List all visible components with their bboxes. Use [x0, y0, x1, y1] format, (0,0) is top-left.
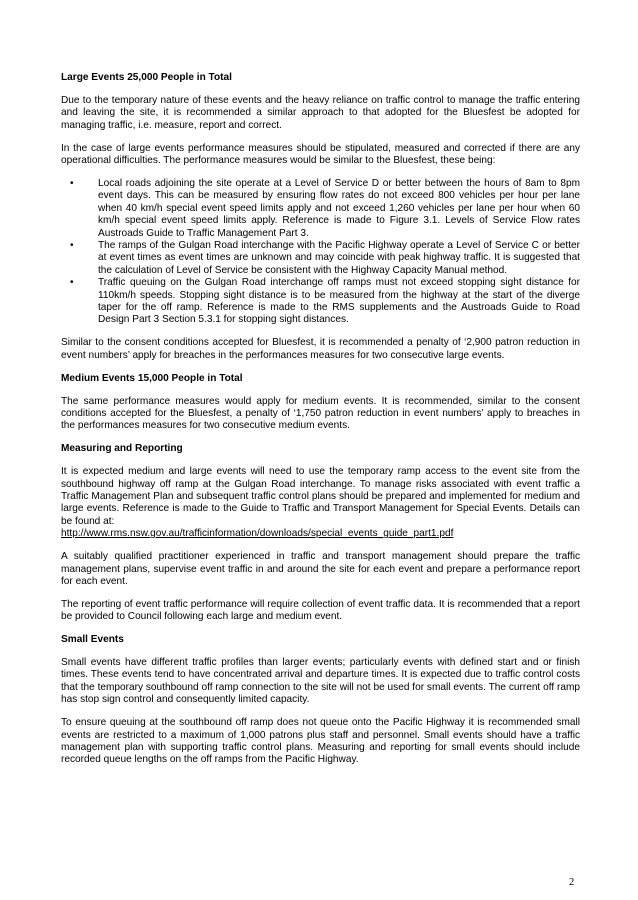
- medium-events-paragraph: The same performance measures would apply for medium events. It is recommended, similar to the consent conditions accepted for the Bluesfest, a penalty of ‘1,750 patron reduction in event numbers’ apply to breaches in the performances measures for two consecutive medium events.: [61, 395, 580, 432]
- medium-events-heading: Medium Events 15,000 People in Total: [61, 372, 243, 384]
- large-events-heading: Large Events 25,000 People in Total: [61, 72, 232, 83]
- measuring-paragraph-1: It is expected medium and large events will need to use the temporary ramp access to the event site from the southbound highway off ramp at the Gulgan Road interchange. To manage risks associated with event traffic a Traffic Management Plan and subsequent traffic control plans should be prepared and implemented for medium and large events. Reference is made to the Guide to Traffic and Transport Management for Special Events. Details can be found at:: [61, 466, 580, 527]
- list-item-text: Traffic queuing on the Gulgan Road interchange off ramps must not exceed stopping sight distance for 110km/h speeds. Stopping sight distance is to be measured from the highway at the start of the diverge taper for the off ramp. Reference is made to the RMS supplements and the Austroads Guide to Road Design Part 3 Section 5.3.1 for stopping sight distances.: [98, 277, 580, 326]
- measuring-reporting-heading: Measuring and Reporting: [61, 443, 183, 455]
- bullet-icon: •: [70, 277, 74, 289]
- list-item-text: The ramps of the Gulgan Road interchange with the Pacific Highway operate a Level of Service C or better at event times as event times are unknown and may coincide with peak highway traffic. It is suggested that the calculation of Level of Service be consistent with the Highway Capacity Manual method.: [98, 239, 580, 276]
- bullet-icon: •: [70, 177, 74, 189]
- large-events-paragraph-1: Due to the temporary nature of these events and the heavy reliance on traffic control to manage the traffic entering and leaving the site, it is recommended a similar approach to that adopted for the Bluesfest be adopted for managing traffic, i.e. measure, report and correct.: [61, 94, 580, 131]
- performance-measures-list: [61, 178, 580, 327]
- small-events-heading: Small Events: [61, 634, 124, 646]
- measuring-paragraph-3: The reporting of event traffic performance will require collection of event traffic data. It is recommended that a report be provided to Council following each large and medium event.: [61, 598, 580, 623]
- measuring-paragraph-2: A suitably qualified practitioner experienced in traffic and transport management should prepare the traffic management plans, supervise event traffic in and around the site for each event and prepare a performance report for each event.: [61, 551, 580, 587]
- large-events-paragraph-3: Similar to the consent conditions accepted for Bluesfest, it is recommended a penalty of ‘2,900 patron reduction in event numbers’ apply for breaches in the performances measures for two consecutive large events.: [61, 337, 580, 361]
- list-item: [70, 277, 580, 327]
- list-item-text: Local roads adjoining the site operate at a Level of Service D or better between the hours of 8am to 8pm event days. This can be measured by ensuring flow rates do not exceed 800 vehicles per hour per lane when 40 km/h special event speed limits apply and not exceed 1,260 vehicles per lane per hour when 60 km/h special event speed limits apply. Reference is made to Figure 3.1. Levels of Service Flow rates Austroads Guide to Traffic Management Part 3.: [98, 177, 580, 239]
- small-events-paragraph-1: Small events have different traffic profiles than larger events; particularly events with defined start and or finish times. These events tend to have concentrated arrival and departure times. It is expected due to traffic control costs that the temporary southbound off ramp connection to the site will not be used for small events. The current off ramp has stop sign control and consequently limited capacity.: [61, 657, 580, 706]
- rms-guide-link[interactable]: http://www.rms.nsw.gov.au/trafficinformation/downloads/special_events_guide_part1.pdf: [61, 528, 454, 540]
- small-events-paragraph-2: To ensure queuing at the southbound off ramp does not queue onto the Pacific Highway it is recommended small events are restricted to a maximum of 1,000 patrons plus staff and personnel. Small events should have a traffic management plan with supporting traffic control plans. Measuring and reporting for small events should include recorded queue lengths on the off ramps from the Pacific Highway.: [61, 717, 580, 766]
- bullet-icon: •: [70, 239, 74, 251]
- page-number: 2: [569, 877, 575, 888]
- list-item: [70, 239, 580, 277]
- large-events-paragraph-2: In the case of large events performance measures should be stipulated, measured and corrected if there are any operational difficulties. The performance measures would be similar to the Bluesfest, these being:: [61, 142, 580, 167]
- list-item: [70, 177, 580, 240]
